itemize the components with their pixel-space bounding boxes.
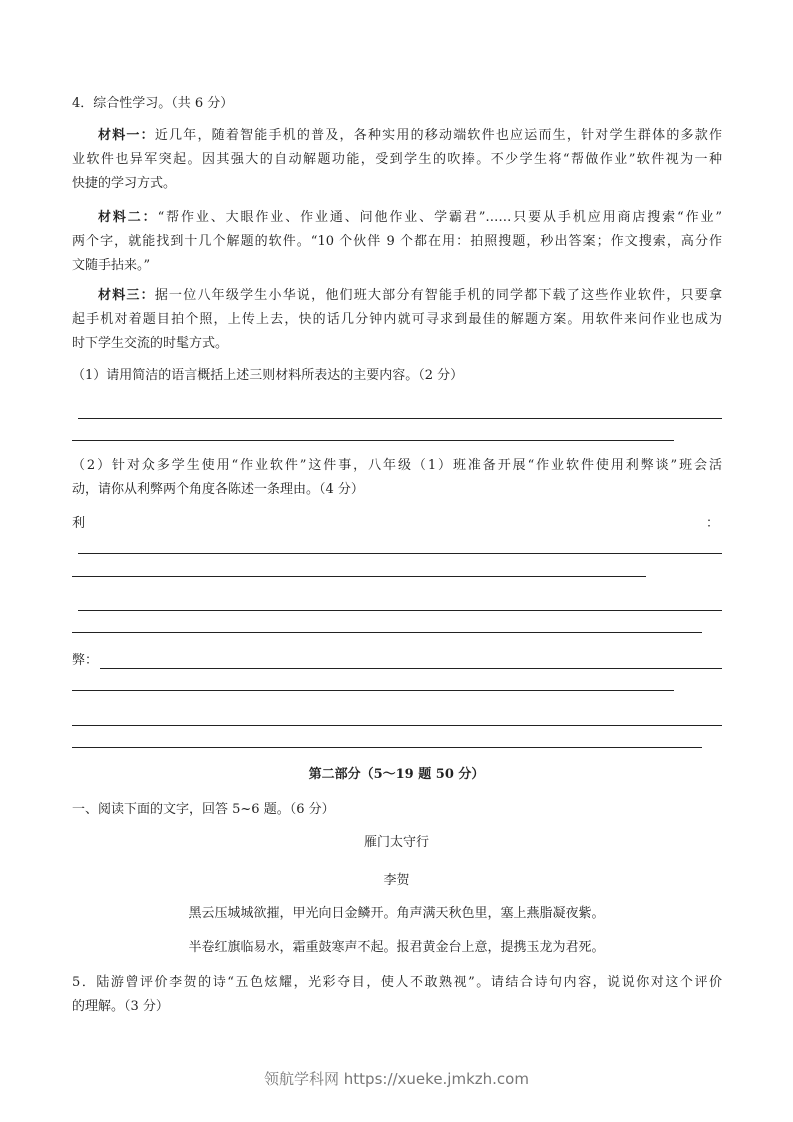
answer-line[interactable] (100, 668, 722, 669)
material-3-line: 时下学生交流的时髦方式。 (72, 336, 229, 351)
advantage-colon: ： (706, 516, 720, 531)
material-1-label: 材料一： (98, 128, 155, 143)
material-2-label: 材料二： (98, 210, 158, 225)
answer-line[interactable] (72, 440, 674, 441)
sub-question-1: （1）请用简洁的语言概括上述三则材料所表达的主要内容。（2 分） (72, 368, 464, 383)
text: 近几年，随着智能手机的普及，各种实用的移动端软件也应运而生，针对学生群体的多款作 (154, 128, 722, 143)
question-5-line: 的理解。（3 分） (72, 999, 169, 1014)
material-2-line: 两个字，就能找到十几个解题的软件。“10 个伙伴 9 个都在用：拍照搜题，秒出答案；作文搜索，高分作 (72, 234, 722, 249)
poem-title: 雁门太守行 (363, 835, 429, 850)
poem-line: 半卷红旗临易水，霜重鼓寒声不起。报君黄金台上意，提携玉龙为君死。 (188, 940, 605, 955)
material-3-line: 起手机对着题目拍个照，上传上去，快的话几分钟内就可寻求到最佳的解题方案。用软件来问作业也成为 (72, 312, 722, 327)
answer-line[interactable] (72, 632, 702, 633)
answer-line[interactable] (72, 725, 722, 726)
section-1-instruction: 一、阅读下面的文字，回答 5~6 题。（6 分） (72, 802, 335, 817)
advantage-label: 利 (72, 516, 86, 531)
answer-line[interactable] (78, 610, 722, 611)
poem-line: 黑云压城城欲摧，甲光向日金鳞开。角声满天秋色里，塞上燕脂凝夜紫。 (188, 906, 605, 921)
sub-question-2-line: 动，请你从利弊两个角度各陈述一条理由。（4 分） (72, 482, 364, 497)
answer-line[interactable] (78, 418, 722, 419)
text: “帮作业、大眼作业、作业通、问他作业、学霸君”……只要从手机应用商店搜索“作业” (157, 210, 722, 225)
answer-line[interactable] (72, 690, 674, 691)
poem-author: 李贺 (383, 873, 410, 888)
material-2-line: 文随手拈来。” (72, 258, 151, 273)
question-4-title: 4．综合性学习。（共 6 分） (72, 96, 234, 111)
disadvantage-label: 弊： (72, 653, 99, 668)
material-2-line (98, 210, 722, 226)
material-1-line (98, 128, 722, 144)
text: 据一位八年级学生小华说，他们班大部分有智能手机的同学都下载了这些作业软件，只要拿 (154, 288, 722, 303)
sub-question-2-line: （2）针对众多学生使用“作业软件”这件事，八年级（1）班准备开展“作业软件使用利弊谈”班会活 (72, 458, 722, 473)
part-2-heading: 第二部分（5～19 题 50 分） (308, 767, 485, 782)
question-5-line: 5．陆游曾评价李贺的诗“五色炫耀，光彩夺目，使人不敢熟视”。请结合诗句内容，说说你对这个评价 (72, 975, 722, 990)
answer-line[interactable] (78, 553, 722, 554)
answer-line[interactable] (72, 747, 702, 748)
material-1-line: 快捷的学习方式。 (72, 176, 177, 191)
watermark: 领航学科网 https://xueke.jmkzh.com (264, 1070, 529, 1088)
material-3-label: 材料三： (98, 288, 155, 303)
material-1-line: 业软件也异军突起。因其强大的自动解题功能，受到学生的吹捧。不少学生将“帮做作业”软件视为一种 (72, 152, 722, 167)
material-3-line (98, 288, 722, 304)
answer-line[interactable] (72, 576, 646, 577)
